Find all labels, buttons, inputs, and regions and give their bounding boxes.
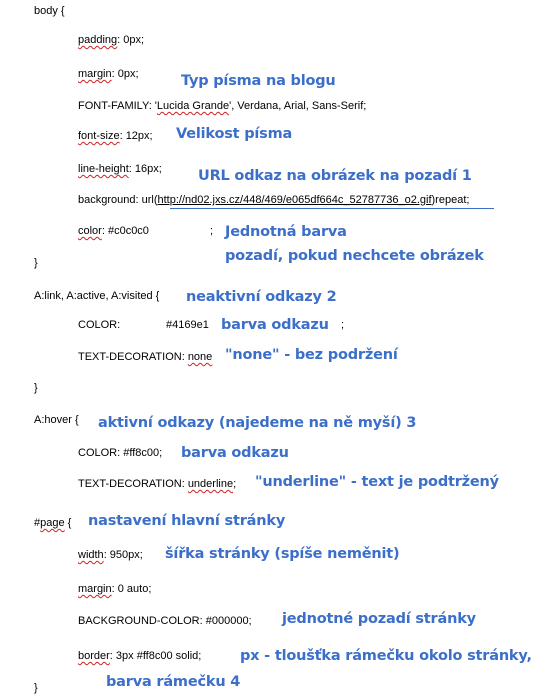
css-line-background	[78, 193, 469, 207]
css-line-margin	[78, 67, 139, 81]
css-selector-body: body {	[34, 5, 65, 17]
annotation-no-underline: "none" - bez podržení	[225, 347, 398, 363]
css-close-page: }	[34, 682, 38, 694]
annotation-hover-color: barva odkazu	[181, 445, 289, 461]
css-val-font-family-rest: ', Verdana, Arial, Sans-Serif;	[229, 100, 367, 112]
css-prop-line-height: line-height	[78, 163, 129, 175]
css-line-page-width	[78, 548, 143, 562]
css-selector-page-name: page	[40, 517, 65, 529]
css-val-background-url: http://nd02.jxs.cz/448/469/e065df664c_52787736_o2.gif	[157, 194, 432, 206]
annotation-page-settings: nastavení hlavní stránky	[88, 513, 286, 529]
css-prop-link-text-decoration: TEXT-DECORATION:	[78, 351, 188, 363]
annotation-page-bg: jednotné pozadí stránky	[282, 611, 476, 627]
annotation-solid-bg-line2: pozadí, pokud nechcete obrázek	[225, 248, 484, 264]
css-line-link-color: COLOR:	[78, 319, 121, 331]
css-line-hover-text-decoration	[78, 477, 236, 491]
css-prop-width: width	[78, 549, 104, 561]
css-line-page-margin	[78, 582, 151, 596]
css-val-page-margin: : 0 auto;	[111, 583, 152, 595]
css-selector-page-hash: #	[34, 517, 41, 529]
annotation-border-line1: px - tloušťka rámečku okolo stránky,	[240, 648, 532, 664]
annotation-solid-bg-line1: Jednotná barva	[225, 224, 347, 240]
annotation-active-links: aktivní odkazy (najedeme na ně myší) 3	[98, 415, 417, 431]
css-val-width: : 950px;	[103, 549, 143, 561]
css-close-link: }	[34, 382, 38, 394]
css-prop-hover-text-decoration: TEXT-DECORATION:	[78, 478, 188, 490]
css-selector-page-brace: {	[64, 517, 72, 529]
css-prop-font-family: FONT-FAMILY: '	[78, 100, 157, 112]
annotation-bg-url: URL odkaz na obrázek na pozadí 1	[198, 168, 472, 184]
annotation-underline-note: "underline" - text je podtržený	[255, 474, 499, 490]
css-val-border: : 3px #ff8c00 solid;	[109, 650, 202, 662]
css-line-line-height	[78, 162, 162, 176]
css-val-underline: underline	[187, 478, 234, 490]
css-line-padding	[78, 33, 144, 47]
css-color-semicolon: ;	[210, 225, 214, 237]
css-link-color-semicolon: ;	[341, 319, 345, 331]
annotation-link-color: barva odkazu	[221, 317, 329, 333]
css-selector-hover: A:hover {	[34, 414, 79, 426]
css-prop-padding: padding	[78, 34, 118, 46]
css-prop-color: color	[78, 225, 102, 237]
css-val-font-size: : 12px;	[119, 130, 153, 142]
annotation-bg-url-underline	[170, 208, 494, 209]
css-val-margin: : 0px;	[111, 68, 139, 80]
css-prop-margin: margin	[78, 68, 112, 80]
css-val-line-height: : 16px;	[128, 163, 162, 175]
css-val-link-color: #4169e1	[166, 319, 209, 331]
css-line-color	[78, 224, 149, 238]
annotation-inactive-links: neaktivní odkazy 2	[186, 289, 337, 305]
css-selector-page	[34, 516, 71, 530]
css-line-font-family	[78, 99, 366, 113]
css-prop-border: border	[78, 650, 110, 662]
annotation-font-type: Typ písma na blogu	[181, 73, 336, 89]
css-prop-background: background: url(	[78, 194, 158, 206]
css-val-padding: : 0px;	[117, 34, 145, 46]
css-val-color: : #c0c0c0	[101, 225, 149, 237]
css-val-none: none	[187, 351, 213, 363]
css-line-font-size	[78, 129, 153, 143]
css-line-hover-color: COLOR: #ff8c00;	[78, 447, 163, 459]
css-hover-semicolon: ;	[233, 478, 237, 490]
css-val-background-rest: )repeat;	[431, 194, 470, 206]
css-close-body: }	[34, 257, 38, 269]
annotation-font-size: Velikost písma	[176, 126, 293, 142]
css-line-page-bgcolor: BACKGROUND-COLOR: #000000;	[78, 615, 252, 627]
css-prop-font-size: font-size	[78, 130, 120, 142]
css-line-page-border	[78, 649, 201, 663]
css-prop-page-margin: margin	[78, 583, 112, 595]
css-line-link-text-decoration	[78, 350, 212, 364]
css-val-lucida: Lucida Grande	[156, 100, 230, 112]
css-selector-link: A:link, A:active, A:visited {	[34, 290, 160, 302]
annotation-page-width: šířka stránky (spíše neměnit)	[165, 546, 400, 562]
annotation-border-line2: barva rámečku 4	[106, 674, 241, 690]
